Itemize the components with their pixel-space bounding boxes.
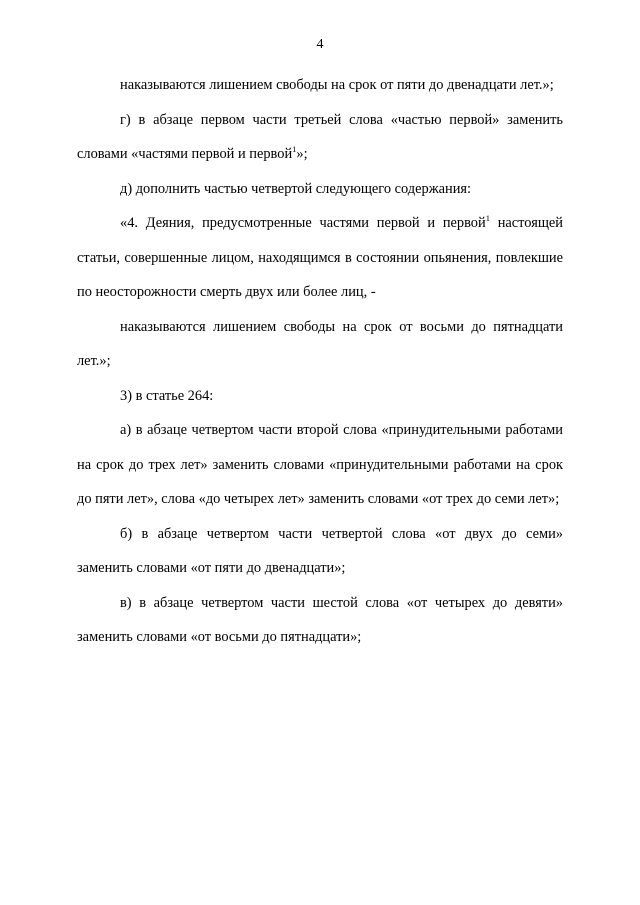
paragraph-2 [77, 103, 563, 172]
page-number: 4 [316, 37, 324, 52]
paragraph-6: 3) в статье 264: [120, 387, 214, 404]
superscript-2: 1 [485, 213, 490, 223]
paragraph-2-tail: »; [296, 146, 308, 162]
paragraph-4-text: «4. Деяния, предусмотренные частями первой и первой [120, 215, 486, 231]
paragraph-9: в) в абзаце четвертом части шестой слова «от четырех до девяти» заменить словами «от восьми до пятнадцати»; [77, 594, 563, 645]
superscript-1: 1 [292, 144, 297, 154]
document-body [77, 68, 563, 655]
paragraph-5: наказываются лишением свободы на срок от восьми до пятнадцати лет.»; [77, 318, 563, 369]
paragraph-8: б) в абзаце четвертом части четвертой слова «от двух до семи» заменить словами «от пяти до двенадцати»; [77, 525, 563, 576]
paragraph-7: а) в абзаце четвертом части второй слова «принудительными работами на срок до трех лет» заменить словами «принудительными работами на срок до пяти лет», слова «до четырех лет» заменить словами «от трех до семи лет»; [77, 422, 563, 507]
paragraph-4 [77, 206, 563, 310]
paragraph-3: д) дополнить частью четвертой следующего содержания: [120, 180, 472, 197]
paragraph-4-tail: настоящей статьи, совершенные лицом, находящимся в состоянии опьянения, повлекшие по неосторожности смерть двух или более лиц, - [77, 215, 563, 300]
paragraph-2-text: г) в абзаце первом части третьей слова «частью первой» заменить словами «частями первой и первой [77, 111, 563, 162]
paragraph-1: наказываются лишением свободы на срок от пяти до двенадцати лет.»; [120, 77, 554, 93]
